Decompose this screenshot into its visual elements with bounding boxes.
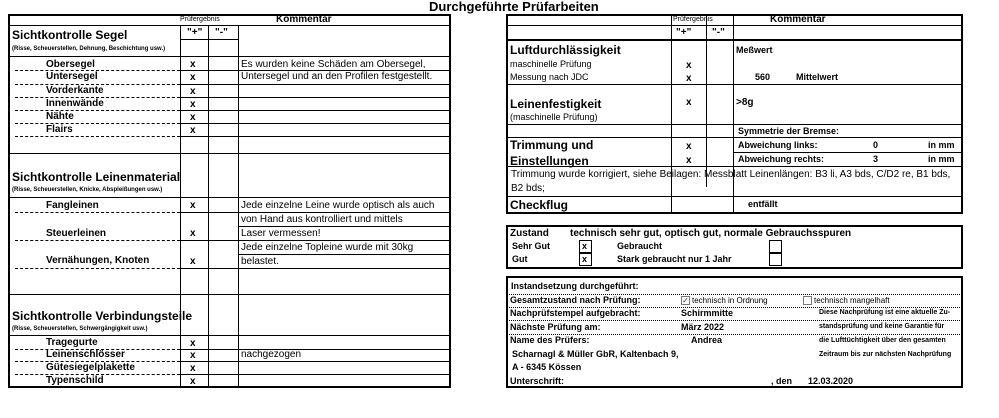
segel-row-plus: x	[190, 112, 196, 123]
ok-checkbox: ✓	[682, 296, 689, 305]
abweichung-links-value: 0	[873, 140, 879, 150]
verbindung-title: Sichtkontrolle Verbindungsteile	[12, 309, 193, 323]
luft-messwert-value: 560	[755, 72, 771, 82]
instand-line1: Instandsetzung durchgeführt:	[511, 281, 639, 291]
trimmung-note1: Trimmung wurde korrigiert, siehe Beilagen: Messblatt Leinenlängen: B3 li, A3 bds, C/D2 re, B1 bds,	[511, 169, 951, 180]
leinen-vernaehungen-label: Vernähungen, Knoten	[46, 255, 150, 266]
page-title: Durchgeführte Prüfarbeiten	[429, 0, 599, 14]
abweichung-rechts-unit: in mm	[928, 154, 955, 164]
verbindung-row-plus: x	[190, 376, 196, 387]
segel-row-label: Vorderkante	[46, 85, 104, 96]
leinen-vernaehungen-plus: x	[190, 256, 196, 267]
verbindung-row-label: Leinenschlösser	[46, 349, 125, 360]
abweichung-rechts-label: Abweichung rechts:	[738, 154, 825, 164]
unterschrift-label: Unterschrift:	[510, 376, 565, 386]
ort-line: A - 6345 Kössen	[512, 362, 582, 372]
naechste-label: Nächste Prüfung am:	[510, 322, 601, 332]
kommentar-header: Kommentar	[276, 14, 332, 25]
segel-row-plus: x	[190, 99, 196, 110]
zustand-label: Zustand	[510, 228, 549, 239]
zustand-gebraucht: Gebraucht	[617, 241, 663, 251]
luft-line2: Messung nach JDC	[510, 72, 589, 82]
segel-row-label: Nähte	[46, 111, 74, 122]
instand-note: standsprüfung und keine Garantie für	[819, 323, 945, 330]
den-label: , den	[771, 376, 793, 386]
luft-mittelwert-label: Mittelwert	[796, 72, 839, 82]
leinen-comment: Jede einzelne Topleine wurde mit 30kg	[241, 242, 414, 253]
trimmung-plus2: x	[686, 155, 692, 166]
zustand-box-stark	[769, 253, 782, 266]
leinen-steuerleinen-label: Steuerleinen	[46, 228, 107, 239]
festigkeit-comment: >8g	[736, 97, 754, 108]
zustand-box-gebraucht	[769, 240, 782, 253]
segel-row-label: Obersegel	[46, 59, 95, 70]
trimmung-title1: Trimmung und	[510, 138, 594, 152]
pruefergebnis-header: Prüfergebnis	[180, 16, 220, 23]
segel-row-plus: x	[190, 86, 196, 97]
verbindung-row-label: Typenschild	[46, 375, 104, 386]
right-pruefergebnis-header: Prüfergebnis	[673, 16, 713, 23]
leinen-fangleinen-plus: x	[190, 200, 196, 211]
trimmung-note2: B2 bds;	[511, 183, 545, 194]
datum-value: 12.03.2020	[808, 376, 854, 386]
luft-title: Luftdurchlässigkeit	[510, 43, 621, 57]
name-value: Andrea	[691, 335, 723, 345]
segel-row-label: Innenwände	[46, 98, 104, 109]
verbindung-row-plus: x	[190, 363, 196, 374]
segel-subtitle: (Risse, Scheuerstellen, Dehnung, Beschichtung usw.)	[12, 46, 166, 52]
luft-plus1: x	[686, 60, 692, 71]
segel-row-plus: x	[190, 72, 196, 83]
instand-note: Zeitraum bis zur nächsten Nachprüfung	[819, 351, 952, 358]
segel-title: Sichtkontrolle Segel	[12, 28, 128, 42]
stempel-label: Nachprüfstempel aufgebracht:	[510, 308, 641, 318]
zustand-stark: Stark gebraucht nur 1 Jahr	[617, 254, 732, 264]
firma-line: Scharnagl & Müller GbR, Kaltenbach 9,	[512, 349, 679, 359]
zustand-sehr-gut: Sehr Gut	[512, 241, 551, 251]
instand-note: die Lufttüchtigkeit über den gesamten	[819, 337, 946, 344]
mangel-checkbox	[803, 296, 812, 305]
leinen-fangleinen-label: Fangleinen	[46, 200, 99, 211]
zustand-description: technisch sehr gut, optisch gut, normale Gebrauchsspuren	[570, 228, 852, 239]
segel-row-plus: x	[190, 59, 196, 70]
right-plus-header: "+"	[676, 27, 692, 38]
segel-row-plus: x	[190, 125, 196, 136]
verbindung-row-label: Gütesiegelplakette	[46, 362, 135, 373]
symmetrie-label: Symmetrie der Bremse:	[738, 126, 840, 136]
segel-row-label: Flairs	[46, 124, 73, 135]
checkflug-value: entfällt	[748, 199, 778, 209]
stempel-value: Schirmmitte	[681, 308, 734, 318]
segel-row-label: Untersegel	[46, 71, 98, 82]
verbindung-row-plus: x	[190, 350, 196, 361]
leinen-comment: Jede einzelne Leine wurde optisch als auch	[241, 200, 435, 211]
festigkeit-title: Leinenfestigkeit	[510, 97, 602, 111]
gesamt-label: Gesamtzustand nach Prüfung:	[510, 295, 641, 305]
luft-line1: maschinelle Prüfung	[510, 59, 592, 69]
abweichung-links-label: Abweichung links:	[738, 140, 818, 150]
checkflug-title: Checkflug	[510, 198, 569, 212]
zustand-mark-sehr-gut: x	[582, 241, 588, 251]
trimmung-title2: Einstellungen	[510, 154, 589, 168]
festigkeit-subtitle: (maschinelle Prüfung)	[510, 112, 598, 122]
luft-messwert-label: Meßwert	[736, 45, 773, 55]
right-kommentar-header: Kommentar	[770, 14, 826, 25]
minus-header: "-"	[215, 27, 228, 38]
abweichung-links-unit: in mm	[928, 140, 955, 150]
leinen-steuerleinen-plus: x	[190, 228, 196, 239]
unterschrift-line	[567, 387, 770, 388]
zustand-gut: Gut	[512, 254, 528, 264]
verbindung-row-label: Tragegurte	[46, 337, 98, 348]
zustand-mark-gut: x	[582, 254, 588, 264]
segel-row-comment: Untersegel und an den Profilen festgestellt.	[241, 71, 433, 82]
leinen-comment: von Hand aus kontrolliert und mittels	[241, 214, 403, 225]
trimmung-plus1: x	[686, 141, 692, 152]
abweichung-rechts-value: 3	[873, 154, 879, 164]
verbindung-subtitle: (Risse, Scheuerstellen, Schwergängigkeit usw.)	[12, 326, 148, 332]
leinen-subtitle: (Risse, Scheuerstellen, Knicke, Abspleißungen usw.)	[12, 187, 163, 193]
festigkeit-plus: x	[686, 97, 692, 108]
instand-note: Diese Nachprüfung ist eine aktuelle Zu-	[819, 309, 951, 316]
verbindung-row-comment: nachgezogen	[241, 349, 302, 360]
verbindung-row-plus: x	[190, 338, 196, 349]
ok-label: technisch in Ordnung	[692, 296, 768, 305]
right-minus-header: "-"	[712, 27, 725, 38]
segel-row-comment: Es wurden keine Schäden am Obersegel,	[241, 59, 426, 70]
name-label: Name des Prüfers:	[510, 335, 590, 345]
leinen-comment: belastet.	[241, 256, 279, 267]
plus-header: "+"	[187, 27, 203, 38]
naechste-value: März 2022	[681, 322, 725, 332]
leinen-title: Sichtkontrolle Leinenmaterial	[12, 170, 181, 184]
leinen-comment: Laser vermessen!	[241, 228, 321, 239]
mangel-label: technisch mangelhaft	[814, 296, 890, 305]
luft-plus2: x	[686, 73, 692, 84]
